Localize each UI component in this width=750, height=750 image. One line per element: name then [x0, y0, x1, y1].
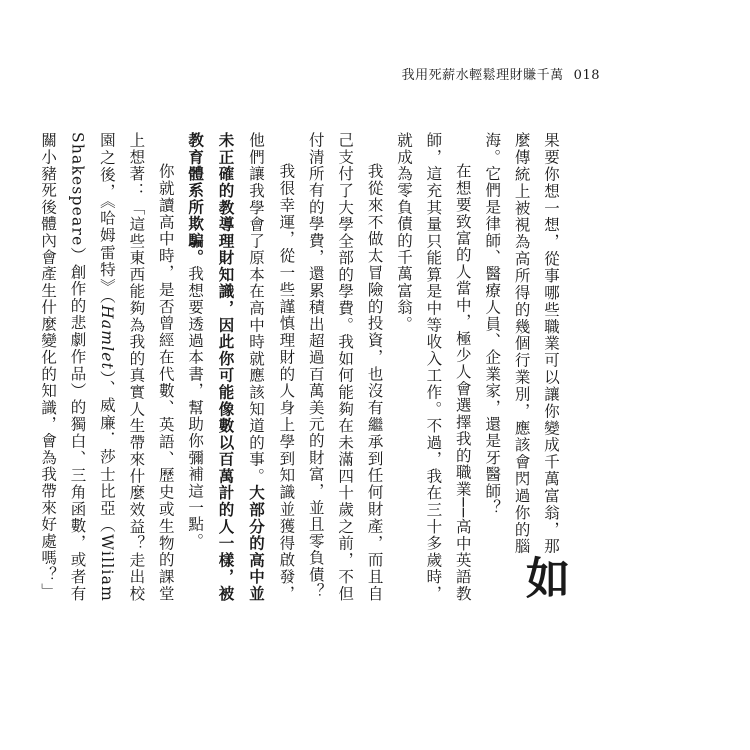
- paragraph-5-latin: Hamlet: [97, 305, 116, 371]
- paragraph-5-part-1: 你就讀高中時，是否曾經在代數、英語、歷史或生物的課堂上想著：「這些東西能夠為我的真實人生帶來什麼效益？走出校園之後，《哈姆雷特》（: [97, 132, 175, 602]
- paragraph-4-bold: 大部分的高中並未正確的教導理財知識，因此你可能像數以百萬計的人一樣，被教育體系所欺騙。: [186, 132, 266, 602]
- running-header: [402, 64, 600, 83]
- paragraph-1: [477, 132, 569, 602]
- paragraph-4: [180, 132, 301, 602]
- paragraph-5-part-2: ）、威廉．莎士比亞（William Shakespeare）創作的悲劇作品）的獨白、三角函數，或者有關小豬死後體內會產生什麼變化的知識，會為我帶來好處嗎？」: [39, 132, 116, 603]
- paragraph-1-text: 果要你想一想，從事哪些職業可以讓你變成千萬富翁，那麼傳統上被視為高所得的幾個行業別，應該會閃過你的腦海。它們是律師、醫療人員、企業家，還是牙醫師？: [483, 132, 560, 555]
- paragraph-4-part-1: 我很幸運，從一些謹慎理財的人身上學到知識並獲得啟發，他們讓我學會了原本在高中時就應該知道的事。: [246, 132, 296, 602]
- book-title: 我用死薪水輕鬆理財賺千萬: [401, 68, 564, 83]
- paragraph-3: 我從來不做太冒險的投資，也沒有繼承到任何財產，而且自己支付了大學全部的學費。我如何能夠在未滿四十歲之前，不但付清所有的學費，還累積出超過百萬美元的財富，並且零負債？: [306, 132, 384, 602]
- body-text: [39, 132, 569, 603]
- page-number: 018: [573, 68, 600, 83]
- paragraph-5: [33, 132, 180, 602]
- drop-cap: 如: [518, 554, 569, 600]
- paragraph-2: 在想要致富的人當中，極少人會選擇我的職業──高中英語教師，這充其量只能算是中等收入工作。不過，我在三十多歲時，就成為零負債的千萬富翁。: [394, 132, 472, 602]
- paragraph-4-part-2: 我想要透過本書，幫助你彌補這一點。: [186, 265, 205, 550]
